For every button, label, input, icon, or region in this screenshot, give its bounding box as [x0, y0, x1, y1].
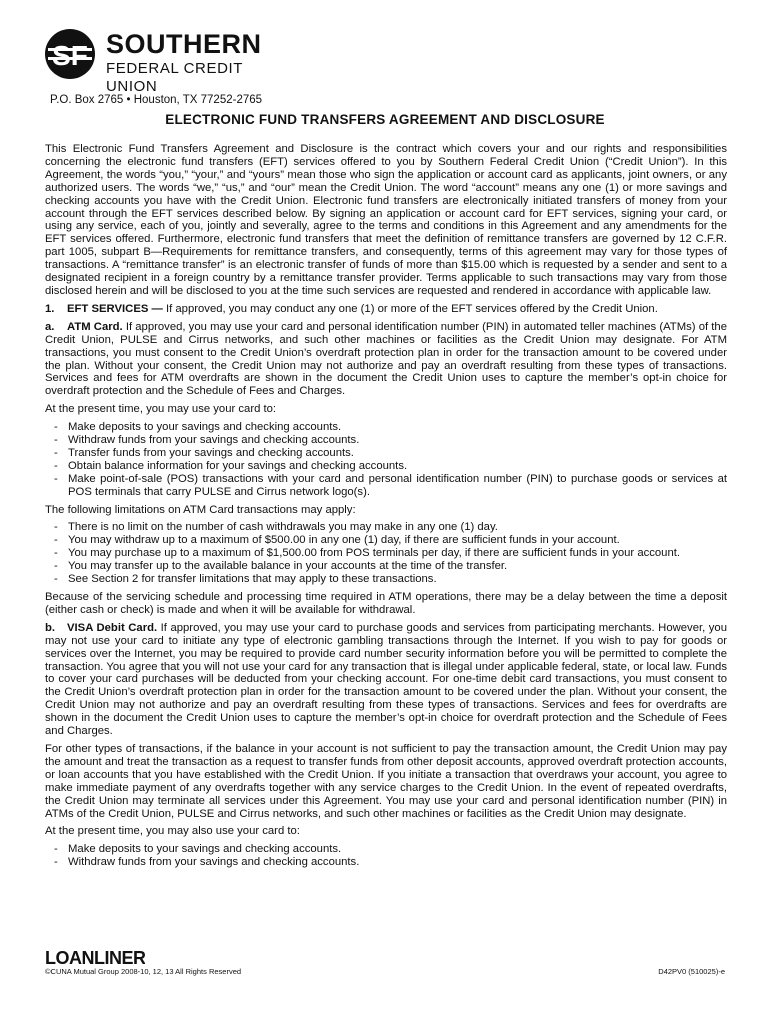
list-item: - Obtain balance information for your savings and checking accounts. — [54, 459, 408, 472]
atm-delay-paragraph: Because of the servicing schedule and processing time required in ATM operations, there may be a delay between the time a deposit (either cash or check) is made and when it will be available for withdrawal. — [45, 591, 727, 616]
list-item: - Transfer funds from your savings and checking accounts. — [54, 446, 354, 459]
visa-card-heading: VISA Debit Card. — [67, 621, 158, 634]
intro-paragraph: This Electronic Fund Transfers Agreement and Disclosure is the contract which covers your and our rights and responsibilities concerning the electronic fund transfers (EFT) services offered to you by Southern Federal Credit Union (“Credit Union”). In this Agreement, the words “you,” “your,” and “yours” mean those who sign the application or account card as applicants, joint owners, or any authorized users. The words “we,” “us,” and “our” mean the Credit Union. The word “account” means any one (1) or more savings and checking accounts you have with the Credit Union. Electronic fund transfers are electronically initiated transfers of money from your account through the EFT services described below. By signing an application or account card for EFT services, signing your card, or using any service, each of you, jointly and severally, agree to the terms and conditions in this Agreement and any amendments for the EFT services offered. Furthermore, electronic fund transfers that meet the definition of remittance transfers are governed by 12 C.F.R. part 1005, subpart B—Requirements for remittance transfers, and consequently, terms of this agreement may vary for those types of transactions. A “remittance transfer” is an electronic transfer of funds of more than $15.00 which is requested by a sender and sent to a designated recipient in a foreign country by a remittance transfer provider. Terms applicable to such transactions may vary from those disclosed herein and will be disclosed to you at the time such services are requested and rendered in accordance with applicable law. — [45, 143, 727, 297]
visa-card-paragraph — [45, 622, 727, 738]
copyright-notice: ©CUNA Mutual Group 2008-10, 12, 13 All Rights Reserved — [45, 967, 242, 976]
visa-present-list — [45, 843, 727, 869]
logo-subname: FEDERAL CREDIT UNION — [106, 60, 243, 95]
mailing-address: P.O. Box 2765 • Houston, TX 77252-2765 — [50, 94, 263, 106]
atm-limits-intro: The following limitations on ATM Card transactions may apply: — [45, 503, 356, 516]
atm-present-list — [45, 421, 727, 498]
visa-card-text: If approved, you may use your card to purchase goods and services from participating merchants. However, you may not use your card to initiate any type of electronic gambling transactions through the Internet. If you wish to pay for goods or services over the Internet, you may be required to provide card number security information before you will be permitted to complete the transaction. You agree that you will not use your card for any transaction that is illegal under applicable federal, state, or local law. Funds to cover your card purchases will be deducted from your checking account. For one-time debit card transactions, you must consent to the Credit Union’s overdraft protection plan in order for the transaction amount to be covered under the plan. Without your consent, the Credit Union may not authorize and pay an overdraft resulting from these types of transactions. Services and fees for overdrafts are shown in the document the Credit Union uses to capture the member’s opt-in choice for overdraft protection and the Schedule of Fees and Charges. — [45, 621, 727, 738]
loanliner-wordmark: LOANLINER — [45, 948, 145, 967]
credit-union-logo — [44, 28, 284, 95]
list-item: - Withdraw funds from your savings and checking accounts. — [54, 434, 360, 447]
list-item: - Withdraw funds from your savings and checking accounts. — [54, 856, 360, 869]
loanliner-logo — [45, 947, 145, 967]
list-item: - You may purchase up to a maximum of $1,500.00 from POS terminals per day, if there are sufficient funds in your account. — [54, 547, 681, 560]
atm-card-number: a. — [45, 320, 55, 333]
list-item: - You may withdraw up to a maximum of $500.00 in any one (1) day, if there are sufficient funds in your account. — [54, 534, 620, 547]
document-title: ELECTRONIC FUND TRANSFERS AGREEMENT AND DISCLOSURE — [165, 112, 605, 127]
list-item: - There is no limit on the number of cash withdrawals you may make in any one (1) day. — [54, 521, 498, 534]
list-item: - Make deposits to your savings and checking accounts. — [54, 843, 342, 856]
section-1-number: 1. — [45, 302, 55, 315]
list-item: - Make deposits to your savings and checking accounts. — [54, 421, 342, 434]
atm-card-text: If approved, you may use your card and personal identification number (PIN) in automated teller machines (ATMs) of the Credit Union, PULSE and Cirrus networks, and such other machines or facilities as the Credit Union may designate. For ATM transactions, you must consent to the Credit Union’s overdraft protection plan in order for the transaction amount to be covered under the plan. Without your consent, the Credit Union may not authorize and pay an overdraft resulting from these types of transactions. Services and fees for ATM overdrafts are shown in the document the Credit Union uses to capture the member’s opt-in choice for overdraft protection and the Schedule of Fees and Charges. — [45, 320, 727, 398]
visa-present-intro: At the present time, you may also use your card to: — [45, 825, 300, 838]
logo-initials: SF — [52, 40, 88, 71]
sf-emblem-icon — [44, 28, 96, 80]
section-1-heading: EFT SERVICES — — [67, 302, 163, 315]
atm-present-intro: At the present time, you may use your card to: — [45, 403, 277, 416]
visa-card-number: b. — [45, 621, 56, 634]
section-1-text: If approved, you may conduct any one (1) or more of the EFT services offered by the Credit Union. — [162, 302, 658, 315]
list-item: - You may transfer up to the available balance in your accounts at the time of the transfer. — [54, 560, 508, 573]
logo-name: SOUTHERN — [106, 29, 262, 59]
form-code: D42PV0 (510025)-e — [658, 967, 725, 976]
atm-card-heading: ATM Card. — [67, 320, 123, 333]
list-item: - See Section 2 for transfer limitations that may apply to these transactions. — [54, 573, 437, 586]
visa-other-paragraph: For other types of transactions, if the balance in your account is not sufficient to pay the transaction amount, the Credit Union may pay the amount and treat the transaction as a request to transfer funds from other deposit accounts, approved overdraft protection accounts, or loan accounts that you have established with the Credit Union. If you initiate a transaction that overdraws your account, you agree to make immediate payment of any overdrafts together with any service charges to the Credit Union. In the event of repeated overdrafts, the Credit Union may terminate all services under this Agreement. You may use your card and personal identification number (PIN) in ATMs of the Credit Union, PULSE and Cirrus networks, and such other machines or facilities as the Credit Union may designate. — [45, 742, 727, 820]
section-1-paragraph — [45, 303, 727, 316]
atm-limits-list — [45, 521, 727, 586]
atm-card-paragraph — [45, 321, 727, 398]
list-item: - Make point-of-sale (POS) transactions with your card and personal identification number (PIN) to purchase goods or services at POS terminals that carry PULSE and Cirrus network logo(s). — [54, 472, 727, 498]
document-body — [45, 143, 727, 874]
